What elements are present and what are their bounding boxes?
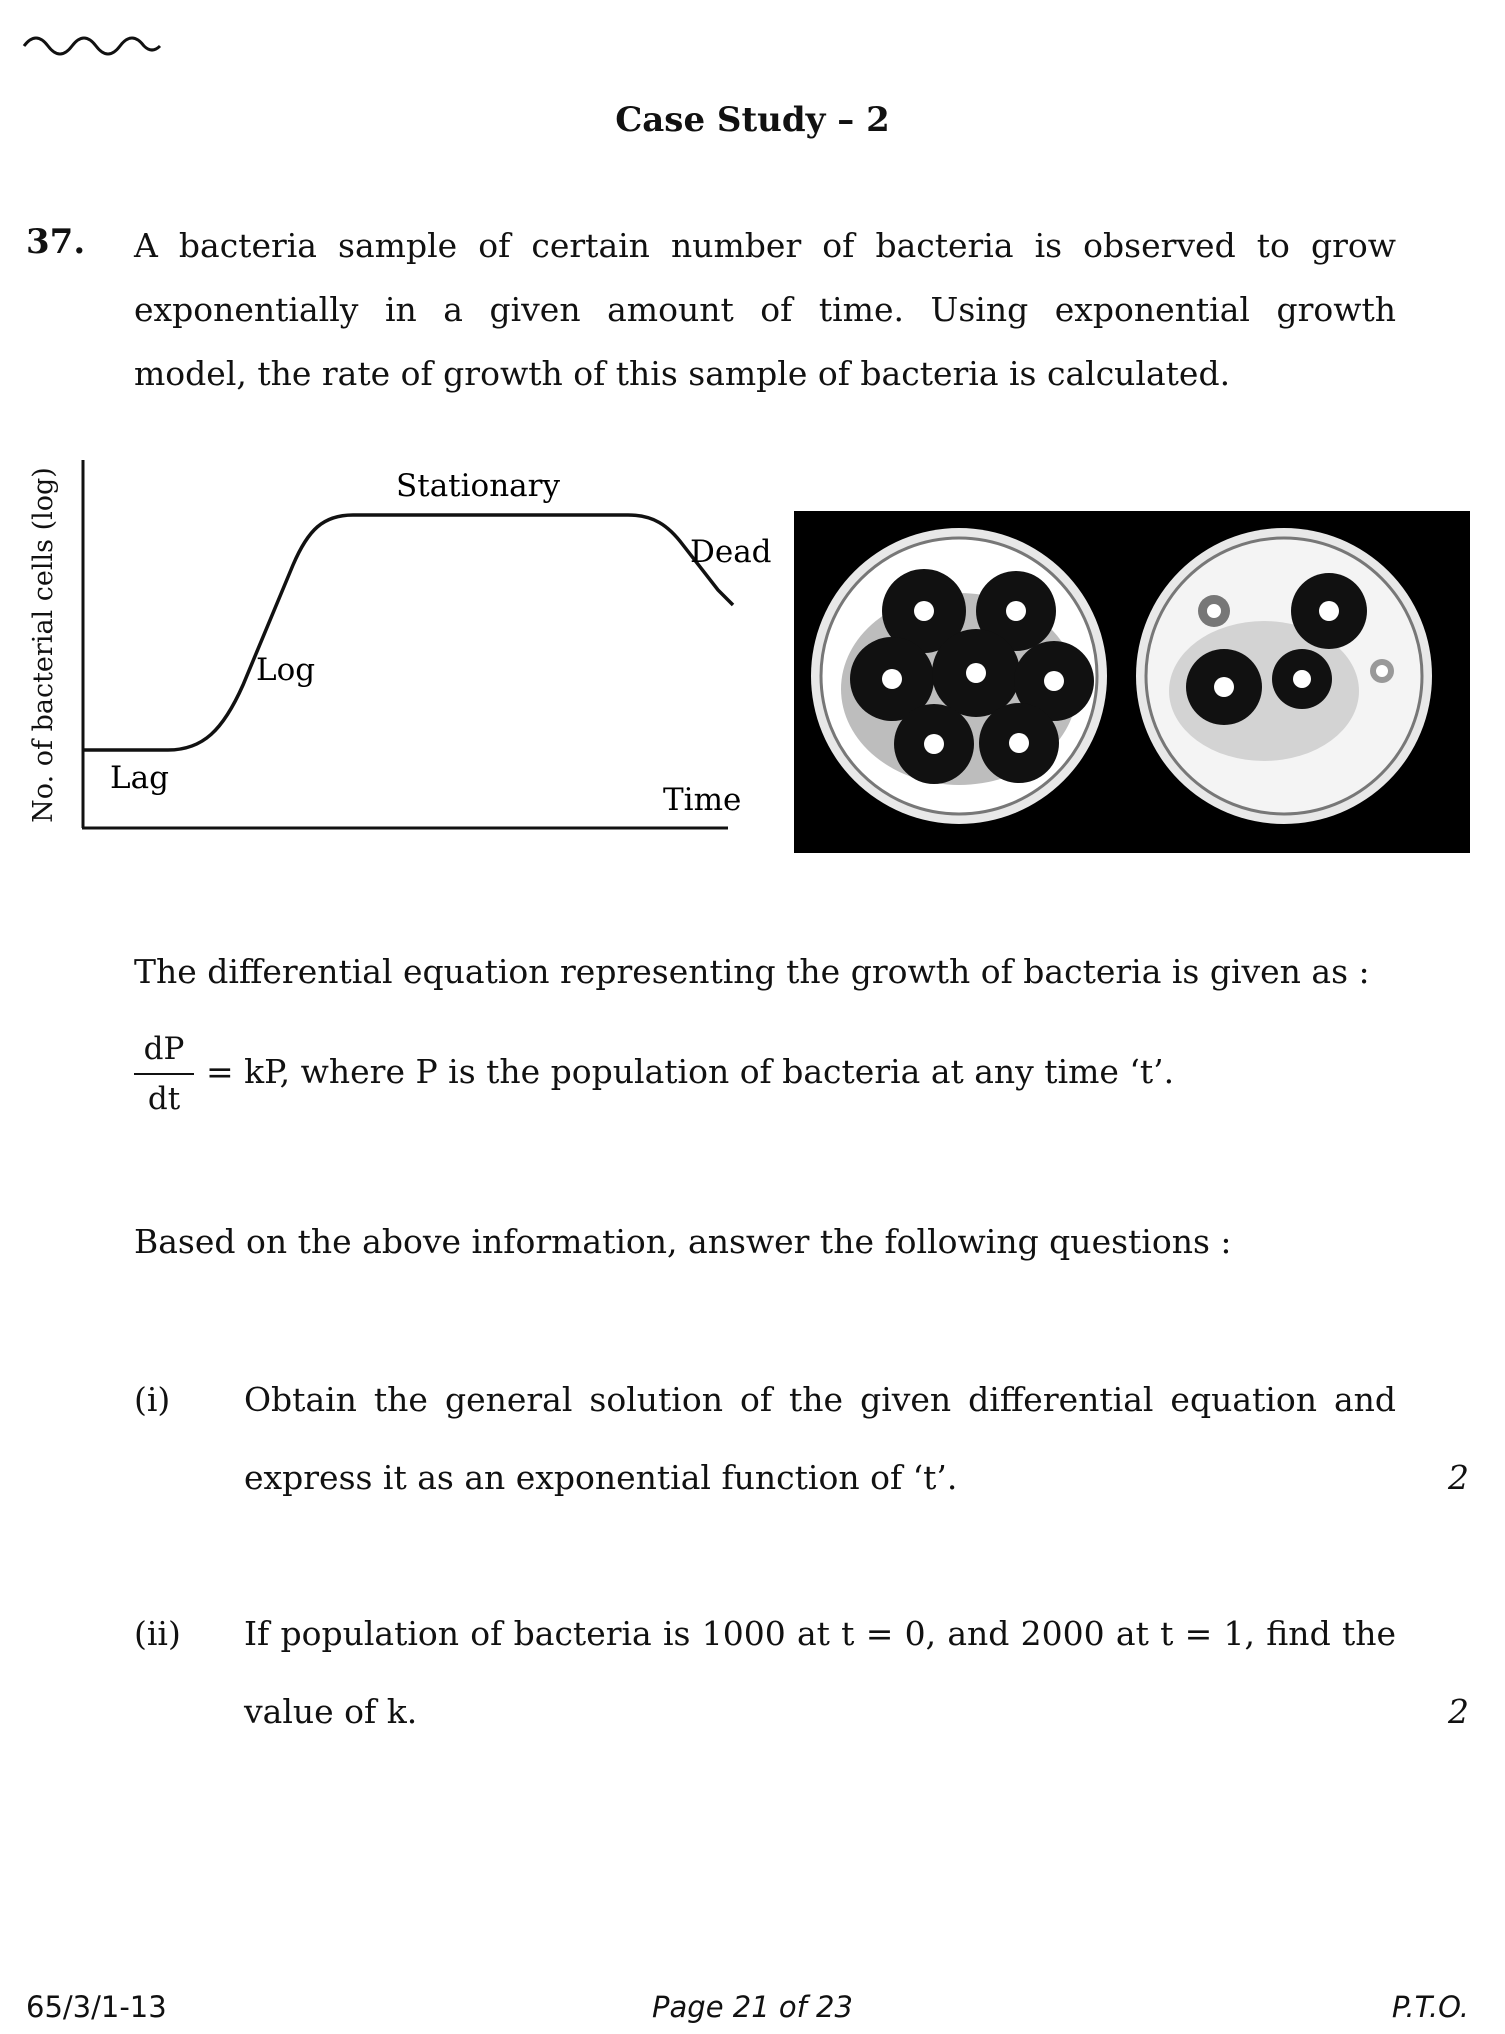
question-intro [134, 214, 1396, 406]
instruction-text: Based on the above information, answer the following questions : [134, 1222, 1232, 1261]
petri-dish-left [811, 528, 1107, 824]
graph-x-axis-label: Time [663, 782, 742, 818]
phase-label-lag: Lag [110, 760, 169, 796]
intro-line: exponentially in a given amount of time. Using exponential growth [134, 290, 1396, 329]
intro-line: model, the rate of growth of this sample of bacteria is calculated. [134, 354, 1231, 393]
footer-pto: P.T.O. [1391, 1990, 1469, 2024]
fraction-bar [134, 1073, 194, 1075]
graph-y-axis-label: No. of bacterial cells (log) [28, 467, 59, 823]
derivative-fraction [134, 1030, 194, 1118]
subquestion-text [244, 1380, 1396, 1497]
subquestion-text [244, 1614, 1396, 1731]
phase-label-log: Log [256, 652, 316, 688]
intro-line: A bacteria sample of certain number of bacteria is observed to grow [134, 226, 1396, 265]
bacterial-growth-curve [18, 440, 778, 860]
petri-dish-photo [794, 511, 1470, 853]
fraction-denominator: dt [147, 1081, 181, 1117]
equation-intro: The differential equation representing the growth of bacteria is given as : [134, 952, 1370, 991]
wave-mark-icon [22, 22, 162, 62]
subquestion-line: Obtain the general solution of the given differential equation and [244, 1380, 1396, 1419]
subquestion-number: (ii) [134, 1614, 181, 1653]
marks-label: 2 [1448, 1458, 1469, 1497]
fraction-numerator: dP [143, 1031, 185, 1067]
equation-text: = kP, where P is the population of bacteria at any time ‘t’. [206, 1052, 1175, 1091]
subquestion-line: value of k. [244, 1692, 418, 1731]
subquestion-line: If population of bacteria is 1000 at t = 0, and 2000 at t = 1, find the [244, 1614, 1396, 1653]
question-number: 37. [26, 222, 86, 262]
subquestion-number: (i) [134, 1380, 171, 1419]
marks-label: 2 [1448, 1692, 1469, 1731]
petri-dish-right [1136, 528, 1432, 824]
footer-page-number: Page 21 of 23 [652, 1990, 853, 2024]
page-title: Case Study – 2 [615, 100, 890, 140]
phase-label-dead: Dead [690, 534, 772, 570]
phase-label-stationary: Stationary [396, 468, 560, 504]
footer-code: 65/3/1-13 [26, 1990, 167, 2024]
subquestion-line: express it as an exponential function of ‘t’. [244, 1458, 958, 1497]
growth-curve-line [83, 515, 733, 750]
